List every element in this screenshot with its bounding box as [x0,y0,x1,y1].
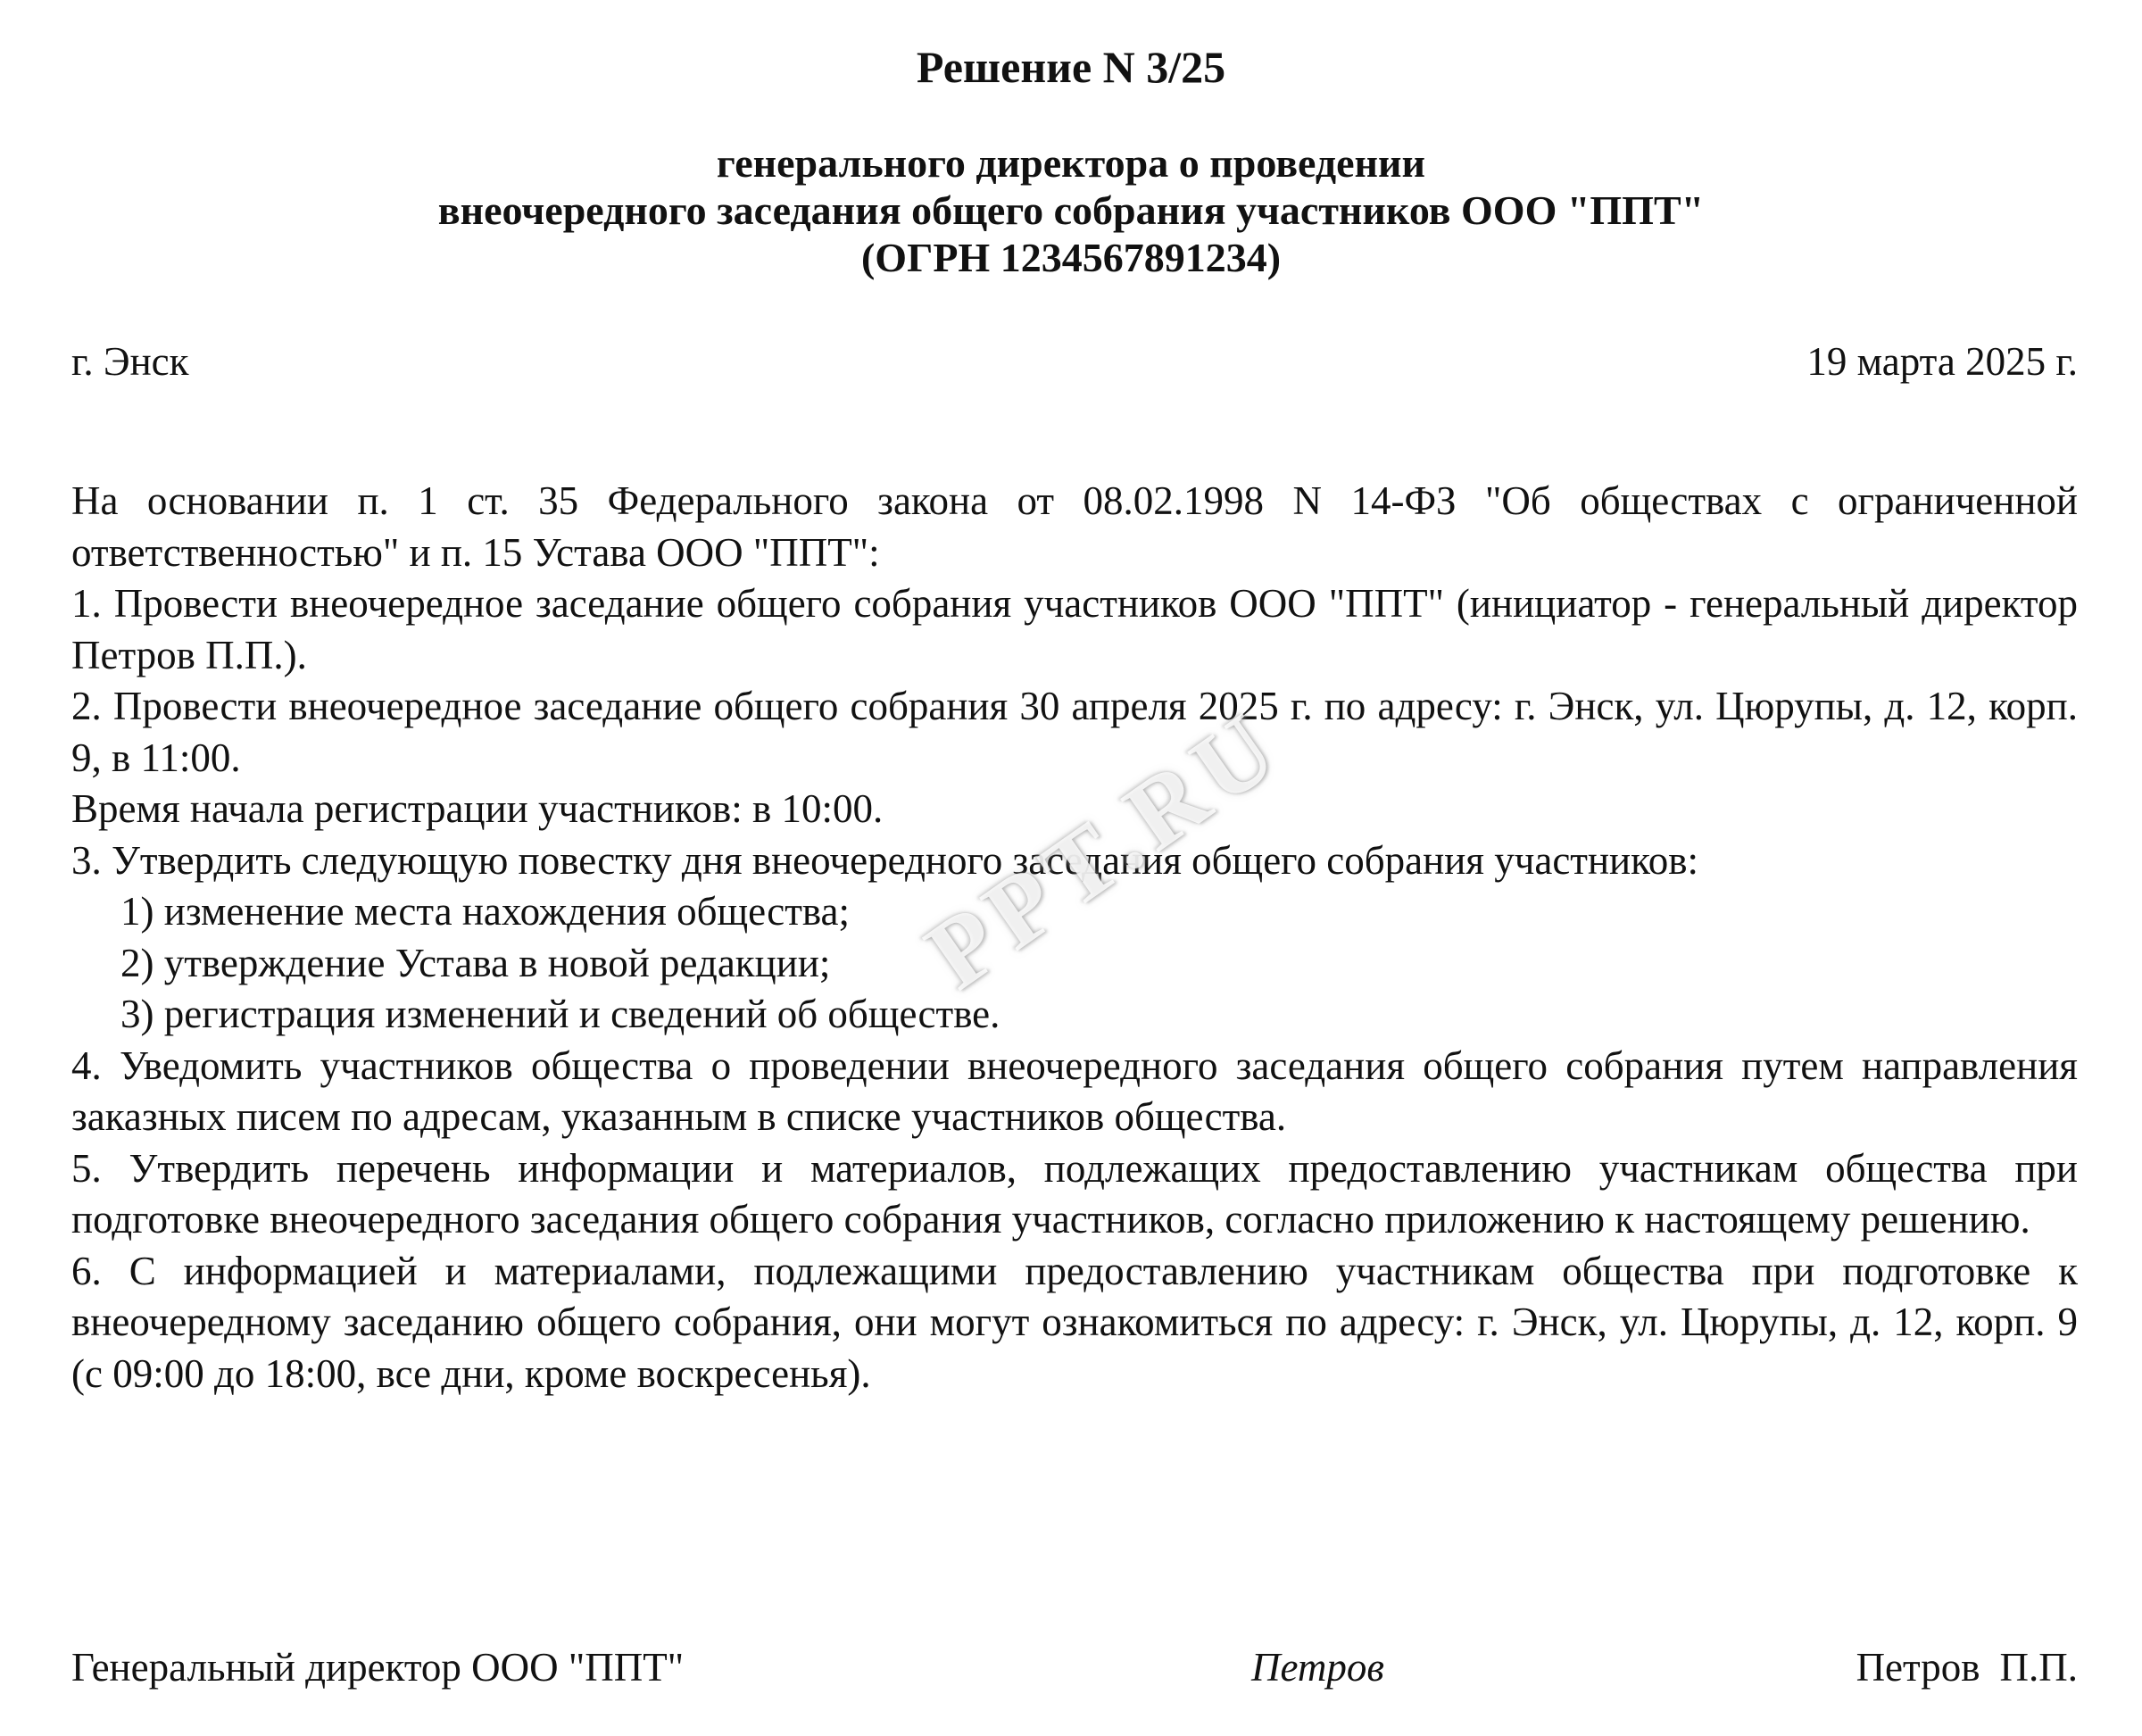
body-paragraphs-bottom [71,1041,2078,1400]
director-position-label: Генеральный директор ООО "ППТ" [71,1645,685,1690]
body-paragraph: 5. Утвердить перечень информации и материалов, подлежащих предоставлению участникам общества при подготовке внеочередного заседания общего собрания участников, согласно приложению к настоящему решению. [71,1145,2078,1242]
director-signature: Петров [1251,1645,1384,1690]
body-paragraph: 3. Утвердить следующую повестку дня внеочередного заседания общего собрания участников: [71,837,1698,883]
ppt-ru-watermark: PPT.RU [907,687,1302,1011]
body-paragraph: Время начала регистрации участников: в 10:00. [71,786,884,831]
director-initials: П.П. [1999,1645,2078,1690]
agenda-item: 1) изменение места нахождения общества; [120,889,851,934]
body-paragraph: 1. Провести внеочередное заседание общего собрания участников ООО "ППТ" (инициатор - генеральный директор Петров П.П.). [71,581,2078,677]
document-body [71,476,2078,1400]
city-date-row [71,340,2078,385]
agenda-item: 2) утверждение Устава в новой редакции; [120,940,831,985]
agenda-list [71,886,2078,1041]
document-subtitle [0,139,2142,281]
subtitle-line: (ОГРН 1234567891234) [860,235,1282,280]
document-title: Решение N 3/25 [916,42,1226,92]
signature-row [71,1642,2078,1696]
body-paragraph: 6. С информацией и материалами, подлежащими предоставлению участникам общества при подготовке к внеочередному заседанию общего собрания, они могут ознакомиться по адресу: г. Энск, ул. Цюрупы, д. 12, корп. 9 (с 09:00 до 18:00, все дни, кроме воскресенья). [71,1248,2078,1396]
agenda-item: 3) регистрация изменений и сведений об обществе. [120,992,1000,1036]
body-paragraph: На основании п. 1 ст. 35 Федерального закона от 08.02.1998 N 14-ФЗ "Об обществах с ограниченной ответственностью" и п. 15 Устава ООО "ППТ": [71,478,2078,575]
director-name [1856,1642,2078,1694]
subtitle-line: генерального директора о проведении [716,140,1426,186]
body-paragraph: 4. Уведомить участников общества о проведении внеочередного заседания общего собрания путем направления заказных писем по адресам, указанным в списке участников общества. [71,1042,2078,1139]
body-paragraph: 2. Провести внеочередное заседание общего собрания 30 апреля 2025 г. по адресу: г. Энск, ул. Цюрупы, д. 12, корп. 9, в 11:00. [71,684,2078,780]
director-surname: Петров [1856,1645,1980,1690]
subtitle-line: внеочередного заседания общего собрания участников ООО "ППТ" [437,187,1705,233]
document-date: 19 марта 2025 г. [1806,339,2078,384]
body-paragraphs-top [71,476,2078,886]
document-city: г. Энск [71,339,189,384]
